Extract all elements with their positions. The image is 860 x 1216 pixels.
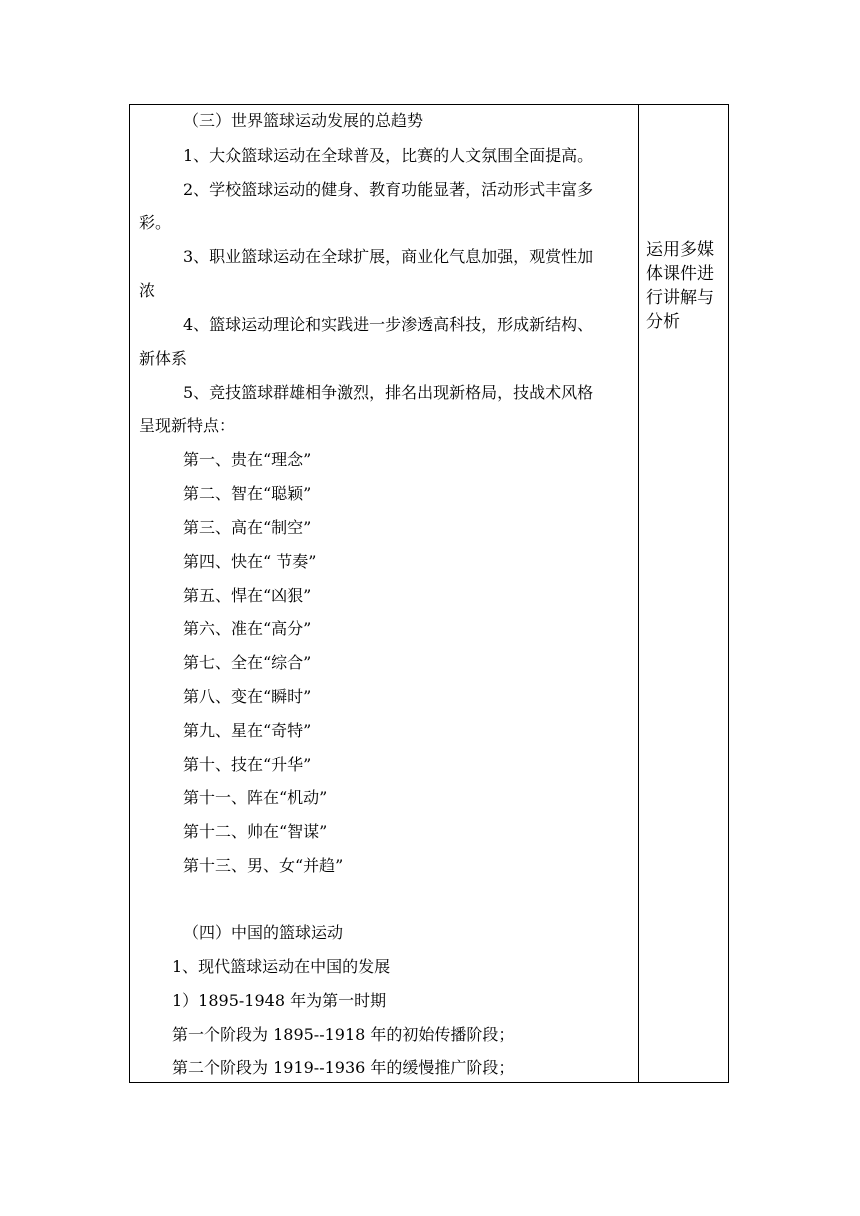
column-divider: [638, 104, 639, 1083]
method-note-line: 运用多媒: [646, 240, 714, 260]
section-4-title: （四）中国的篮球运动: [183, 923, 344, 942]
feature-item: 第五、悍在“凶狠”: [183, 586, 312, 605]
china-stage-1: 第一个阶段为 1895--1918 年的初始传播阶段；: [172, 1025, 515, 1044]
china-stage-2: 第二个阶段为 1919--1936 年的缓慢推广阶段；: [172, 1058, 515, 1077]
feature-item: 第十二、帅在“智谋”: [183, 822, 328, 841]
china-item-1: 1、现代篮球运动在中国的发展: [172, 957, 391, 976]
trend-item-5-line-2: 呈现新特点：: [139, 416, 236, 435]
feature-item: 第六、准在“高分”: [183, 619, 312, 638]
feature-item: 第八、变在“瞬时”: [183, 687, 312, 706]
feature-item: 第一、贵在“理念”: [183, 450, 312, 469]
china-period-1: 1）1895-1948 年为第一时期: [172, 991, 387, 1010]
feature-item: 第十三、男、女“并趋”: [183, 856, 344, 875]
feature-item: 第三、高在“制空”: [183, 518, 312, 537]
feature-item: 第二、智在“聪颖”: [183, 484, 312, 503]
trend-item-4-line-2: 新体系: [139, 349, 188, 368]
method-note: [646, 238, 726, 334]
method-note-line: 行讲解与: [646, 288, 714, 308]
method-note-line: 体课件进: [646, 264, 714, 284]
method-note-line: 分析: [646, 312, 680, 332]
section-3-title: （三）世界篮球运动发展的总趋势: [183, 111, 424, 130]
feature-item: 第七、全在“综合”: [183, 653, 312, 672]
feature-item: 第十、技在“升华”: [183, 755, 312, 774]
trend-item-3-line-2: 浓: [139, 281, 156, 300]
trend-item-1: 1、大众篮球运动在全球普及，比赛的人文氛围全面提高。: [183, 146, 594, 165]
feature-item: 第十一、阵在“机动”: [183, 788, 328, 807]
trend-item-4-line-1: 4、篮球运动理论和实践进一步渗透高科技，形成新结构、: [183, 315, 594, 334]
trend-item-2-line-1: 2、学校篮球运动的健身、教育功能显著，活动形式丰富多: [183, 180, 594, 199]
feature-item: 第四、快在“ 节奏”: [183, 552, 317, 571]
trend-item-3-line-1: 3、职业篮球运动在全球扩展，商业化气息加强，观赏性加: [183, 247, 594, 266]
trend-item-5-line-1: 5、竞技篮球群雄相争激烈，排名出现新格局，技战术风格: [183, 383, 594, 402]
feature-item: 第九、星在“奇特”: [183, 721, 312, 740]
trend-item-2-line-2: 彩。: [139, 213, 172, 232]
